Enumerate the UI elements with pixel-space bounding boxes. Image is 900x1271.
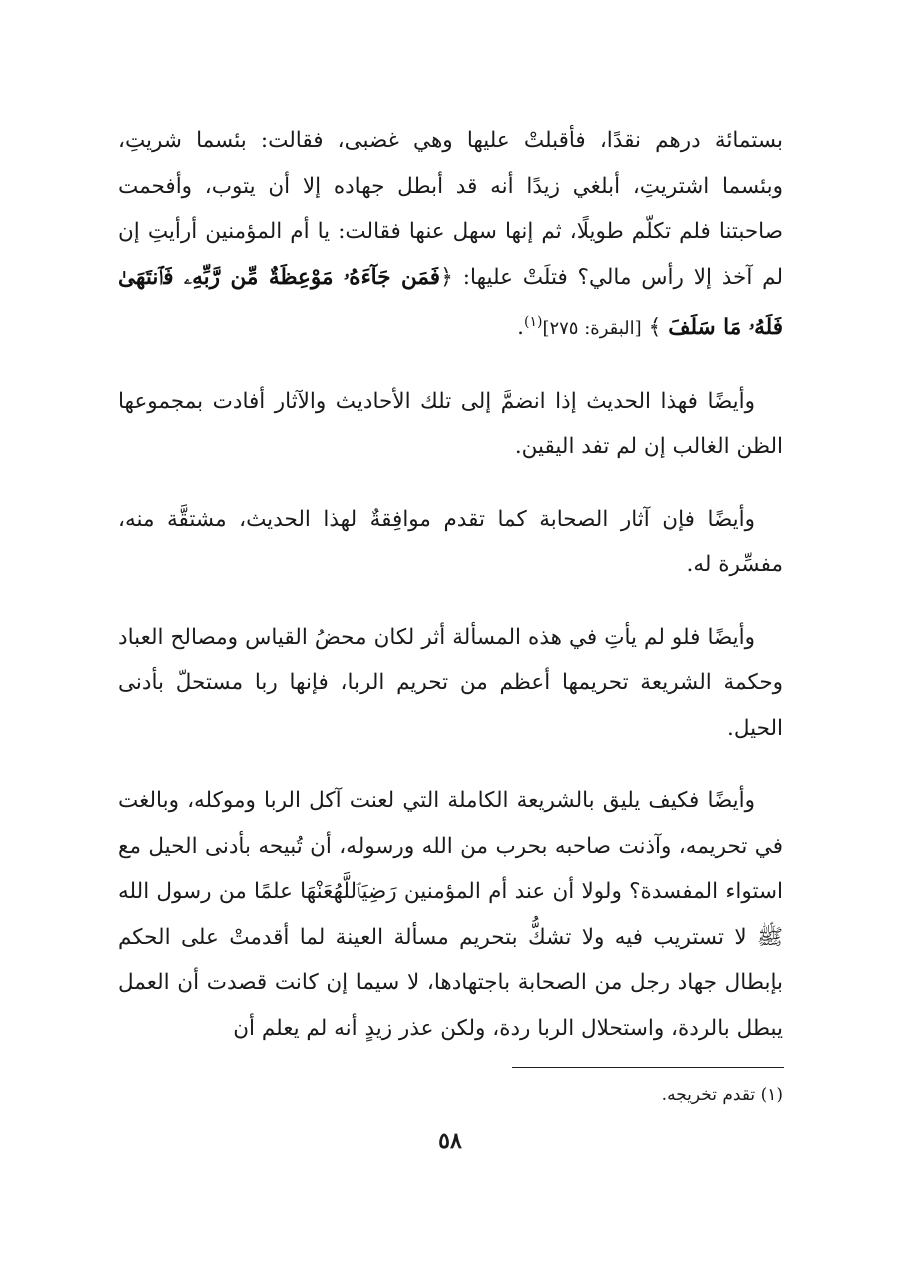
paragraph-1 [118, 118, 783, 352]
paragraph-1-end: . [517, 315, 524, 341]
page-number: ٥٨ [438, 1128, 462, 1154]
footnote-number: (١) [760, 1085, 783, 1105]
footnote-divider [512, 1067, 784, 1068]
quran-close-bracket: ﴾ [648, 315, 662, 341]
paragraph-3: وأيضًا فإن آثار الصحابة كما تقدم موافِقةٌ لهذا الحديث، مشتقَّة منه، مفسِّرة له. [118, 506, 783, 578]
paragraph-5: وأيضًا فكيف يليق بالشريعة الكاملة التي لعنت آكل الربا وموكله، وبالغت في تحريمه، وآذنت صاحبه بحرب من الله ورسوله، أن تُبيحه بأدنى الحيل مع استواء المفسدة؟ ولولا أن عند أم المؤمنين رَضِيَٱللَّهُعَنْهَا علمًا من رسول الله ﷺ لا تستريب فيه ولا تشكُّ بتحريم مسألة العينة لما أقدمتْ على الحكم بإبطال جهاد رجل من الصحابة باجتهادها، لا سيما إن كانت قصدت أن العمل يبطل بالردة، واستحلال الربا ردة، ولكن عذر زيدٍ أنه لم يعلم أن [118, 788, 783, 1041]
footnote-marker[interactable]: (١) [523, 314, 543, 330]
paragraph-2: وأيضًا فهذا الحديث إذا انضمَّ إلى تلك الأحاديث والآثار أفادت بمجموعها الظن الغالب إن لم تفد اليقين. [118, 388, 783, 460]
paragraph-1-text: بستمائة درهم نقدًا، فأقبلتْ عليها وهي غضبى، فقالت: بئسما شريتِ، وبئسما اشتريتِ، أبلغي زيدًا أنه قد أبطل جهاده إلا أن يتوب، وأفحمت صاحبتنا فلم تكلّم طويلًا، ثم إنها سهل عنها فقالت: يا أم المؤمنين أرأيتِ إن لم آخذ إلا رأس مالي؟ فتلَتْ عليها: [118, 128, 783, 290]
quran-verse: فَمَن جَآءَهُۥ مَوْعِظَةٌ مِّن رَّبِّهِۦ فَٱنتَهَىٰ فَلَهُۥ مَا سَلَفَ [118, 264, 783, 341]
footnote-text: تقدم تخريجه. [661, 1085, 756, 1105]
page-body [118, 118, 783, 1078]
footnote [662, 1082, 783, 1108]
verse-reference: [البقرة: ٢٧٥] [542, 318, 642, 340]
paragraph-4: وأيضًا فلو لم يأتِ في هذه المسألة أثر لكان محضُ القياس ومصالح العباد وحكمة الشريعة تحريمها أعظم من تحريم الربا، فإنها ربا مستحلّ بأدنى الحيل. [118, 624, 783, 741]
quran-open-bracket: ﴿ [440, 264, 453, 290]
